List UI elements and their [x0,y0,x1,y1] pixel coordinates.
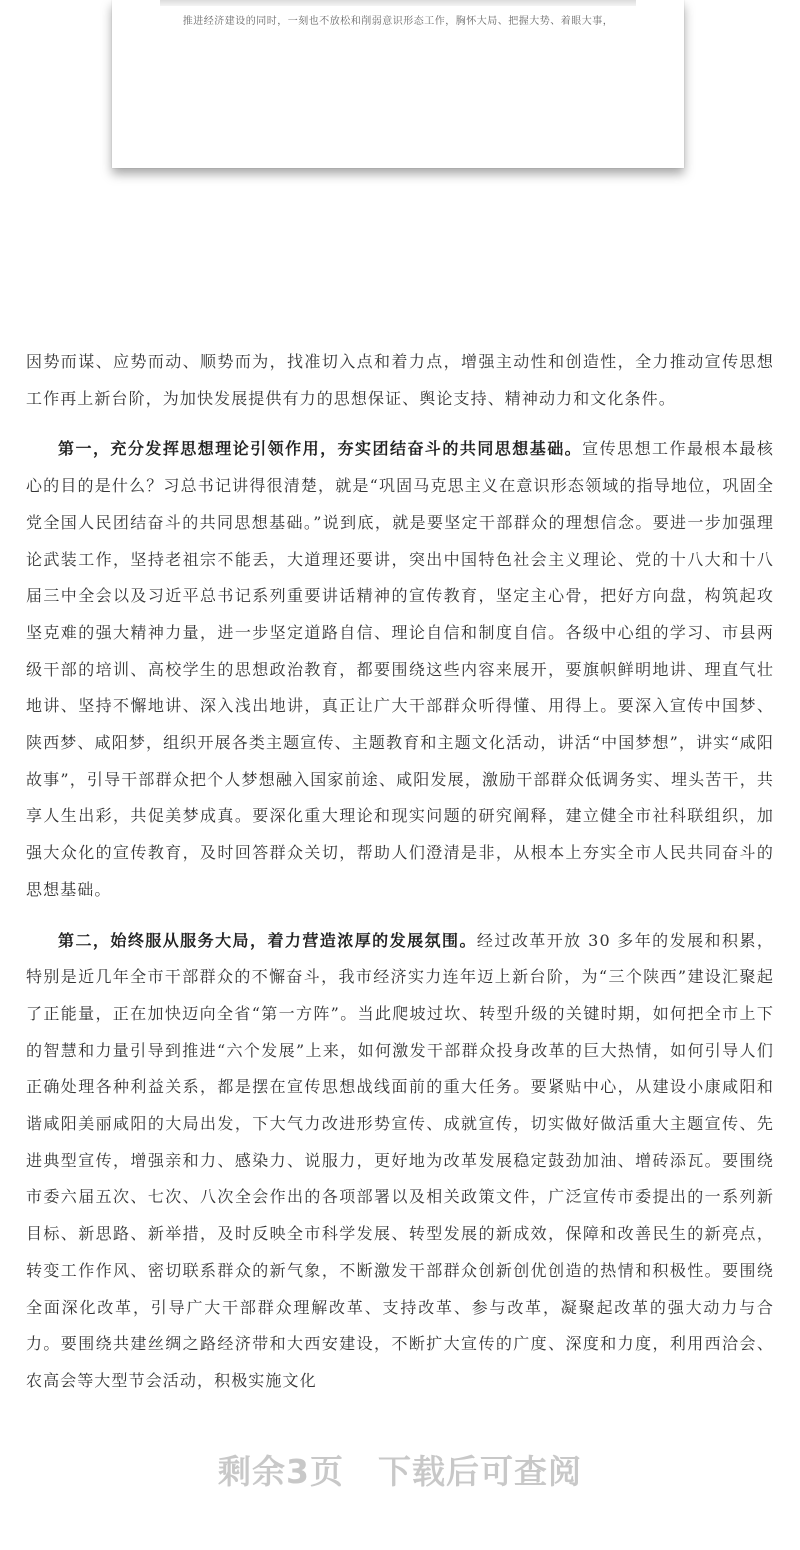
download-to-view-text: 下载后可查阅 [377,1452,582,1491]
paragraph-3-body: 经过改革开放 30 多年的发展和积累，特别是近几年全市干部群众的不懈奋斗，我市经济实力连年迈上新台阶，为“三个陕西”建设汇聚起了正能量，正在加快迈向全省“第一方阵”。当此爬坡过坎、转型升级的关键时期，如何把全市上下的智慧和力量引导到推进“六个发展”上来，如何激发干部群众投身改革的巨大热情，如何引导人们正确处理各种利益关系，都是摆在宣传思想战线面前的重大任务。要紧贴中心，从建设小康咸阳和谐咸阳美丽咸阳的大局出发，下大气力改进形势宣传、成就宣传，切实做好做活重大主题宣传、先进典型宣传，增强亲和力、感染力、说服力，更好地为改革发展稳定鼓劲加油、增砖添瓦。要围绕市委六届五次、七次、八次全会作出的各项部署以及相关政策文件，广泛宣传市委提出的一系列新目标、新思路、新举措，及时反映全市科学发展、转型发展的新成效，保障和改善民生的新亮点，转变工作作风、密切联系群众的新气象，不断激发干部群众创新创优创造的热情和积极性。要围绕全面深化改革，引导广大干部群众理解改革、支持改革、参与改革，凝聚起改革的强大动力与合力。要围绕共建丝绸之路经济带和大西安建设，不断扩大宣传的广度、深度和力度，利用西洽会、农高会等大型节会活动，积极实施文化 [26,930,775,1390]
article-paragraph-2 [26,431,774,908]
preview-page-cutoff-text [160,0,636,6]
paragraph-2-body: 宣传思想工作最根本最核心的目的是什么？习总书记讲得很清楚，就是“巩固马克思主义在意识形态领域的指导地位，巩固全党全国人民团结奋斗的共同思想基础。”说到底，就是要坚定干部群众的理想信念。要进一步加强理论武装工作，坚持老祖宗不能丢，大道理还要讲，突出中国特色社会主义理论、党的十八大和十八届三中全会以及习近平总书记系列重要讲话精神的宣传教育，坚定主心骨，把好方向盘，构筑起攻坚克难的强大精神力量，进一步坚定道路自信、理论自信和制度自信。各级中心组的学习、市县两级干部的培训、高校学生的思想政治教育，都要围绕这些内容来展开，要旗帜鲜明地讲、理直气壮地讲、坚持不懈地讲、深入浅出地讲，真正让广大干部群众听得懂、用得上。要深入宣传中国梦、陕西梦、咸阳梦，组织开展各类主题宣传、主题教育和主题文化活动，讲活“中国梦想”，讲实“咸阳故事”，引导干部群众把个人梦想融入国家前途、咸阳发展，激励干部群众低调务实、埋头苦干，共享人生出彩，共促美梦成真。要深化重大理论和现实问题的研究阐释，建立健全市社科联组织，加强大众化的宣传教育，及时回答群众关切，帮助人们澄清是非，从根本上夯实全市人民共同奋斗的思想基础。 [26,439,774,899]
download-prompt[interactable] [0,1446,800,1493]
article-paragraph-3 [26,923,774,1400]
preview-text-line: 推进经济建设的同时，一刻也不放松和削弱意识形态工作，胸怀大局、把握大势、着眼大事， [182,16,614,27]
article-paragraph-1: 因势而谋、应势而动、顺势而为，找准切入点和着力点，增强主动性和创造性，全力推动宣传思想工作再上新台阶，为加快发展提供有力的思想保证、舆论支持、精神动力和文化条件。 [26,352,774,408]
preview-page-card [112,0,684,168]
paragraph-3-heading: 第二，始终服从服务大局，着力营造浓厚的发展氛围。 [58,930,477,950]
paragraph-2-heading: 第一，充分发挥思想理论引领作用，夯实团结奋斗的共同思想基础。 [58,439,583,459]
remaining-pages-text: 剩余3页 [218,1452,344,1491]
article-body [26,344,774,1414]
